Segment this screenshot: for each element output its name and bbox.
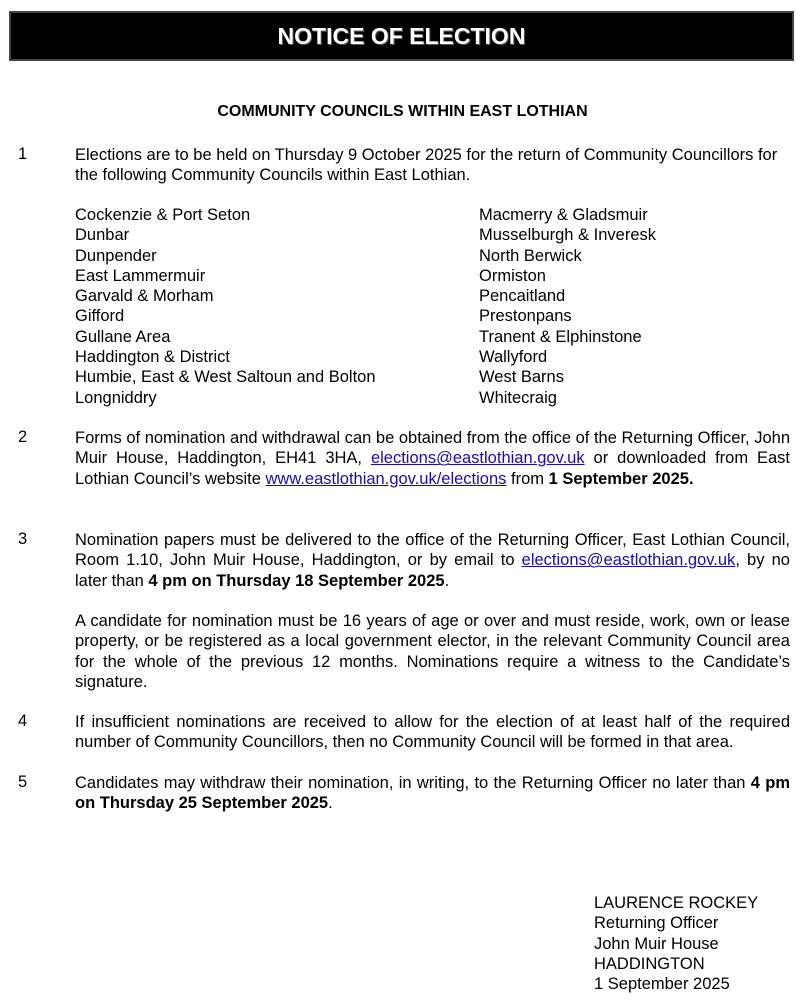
- officer-address-line1: John Muir House: [594, 934, 719, 953]
- item-5-part1: Candidates may withdraw their nomination, in writing, to the Returning Officer no later than: [75, 774, 746, 792]
- notice-date: 1 September 2025: [594, 975, 730, 994]
- officer-name: LAURENCE ROCKEY: [594, 894, 759, 912]
- council-name: Whitecraig: [479, 388, 557, 407]
- council-name: Haddington & District: [75, 348, 230, 367]
- council-name: Pencaitland: [479, 287, 566, 306]
- elections-email-link[interactable]: elections@eastlothian.gov.uk: [521, 551, 736, 570]
- council-name: East Lammermuir: [75, 266, 206, 285]
- item-1-text: Elections are to be held on Thursday 9 October 2025 for the return of Community Councillors for the following Community Councils within East Lothian.: [75, 146, 778, 185]
- item-5-text: [75, 773, 790, 814]
- elections-email-link[interactable]: elections@eastlothian.gov.uk: [370, 449, 585, 468]
- council-name: Wallyford: [479, 348, 548, 367]
- item-number-4: 4: [18, 712, 28, 730]
- councils-list-right: [479, 205, 656, 408]
- item-3-part1: Nomination papers must be delivered to the office of the Returning Officer, East Lothian Council, Room 1.10, John Muir House, Haddington, or by email to: [75, 531, 790, 570]
- item-4-text: If insufficient nominations are received to allow for the election of at least half of the required number of Community Councillors, then no Community Council will be formed in that area.: [75, 713, 790, 752]
- council-name: Gullane Area: [75, 327, 171, 346]
- item-number-5: 5: [18, 773, 28, 791]
- item-2-part2: or downloaded from East Lothian Council’s website: [75, 449, 791, 488]
- council-name: Gifford: [75, 307, 125, 326]
- council-name: Tranent & Elphinstone: [479, 327, 642, 346]
- signature-block: [594, 893, 758, 994]
- officer-address-line2: HADDINGTON: [594, 954, 705, 973]
- item-number-3: 3: [18, 530, 28, 548]
- item-2-part3: from: [511, 469, 545, 488]
- item-2-part1: Forms of nomination and withdrawal can be obtained from the office of the Returning Officer, John Muir House, Haddington, EH41 3HA,: [75, 429, 790, 468]
- council-name: Humbie, East & West Saltoun and Bolton: [75, 368, 376, 387]
- officer-role: Returning Officer: [594, 914, 719, 933]
- council-name: Macmerry & Gladsmuir: [479, 206, 648, 224]
- councils-list-left: [75, 205, 376, 408]
- item-5-part2: .: [328, 794, 333, 813]
- item-number-1: 1: [18, 145, 28, 163]
- item-2-text: [75, 428, 790, 489]
- elections-website-link[interactable]: www.eastlothian.gov.uk/elections: [265, 469, 507, 488]
- council-name: North Berwick: [479, 246, 582, 265]
- council-name: West Barns: [479, 368, 564, 387]
- item-3-candidate-requirements: A candidate for nomination must be 16 years of age or over and must reside, work, own or lease property, or be registered as a local government elector, in the relevant Community Council area for the whole of the previous 12 months. Nominations require a witness to the Candidate’s signature.: [75, 612, 790, 691]
- item-3-part2: , by no later than: [75, 551, 790, 590]
- item-number-2: 2: [18, 428, 28, 446]
- item-5-deadline: 4 pm on Thursday 25 September 2025: [75, 774, 791, 813]
- council-name: Ormiston: [479, 266, 546, 285]
- council-name: Prestonpans: [479, 307, 572, 326]
- banner-title: NOTICE OF ELECTION: [277, 22, 526, 49]
- notice-banner: [9, 11, 794, 61]
- item-3-text: [75, 530, 790, 591]
- council-name: Longniddry: [75, 388, 157, 407]
- council-name: Garvald & Morham: [75, 287, 214, 306]
- council-name: Cockenzie & Port Seton: [75, 206, 251, 224]
- council-name: Musselburgh & Inveresk: [479, 226, 656, 245]
- item-3-deadline: 4 pm on Thursday 18 September 2025: [148, 571, 445, 590]
- subtitle: COMMUNITY COUNCILS WITHIN EAST LOTHIAN: [217, 103, 588, 120]
- council-name: Dunbar: [75, 226, 130, 245]
- item-2-date: 1 September 2025.: [548, 469, 694, 488]
- item-3-part3: .: [444, 571, 450, 590]
- council-name: Dunpender: [75, 246, 157, 265]
